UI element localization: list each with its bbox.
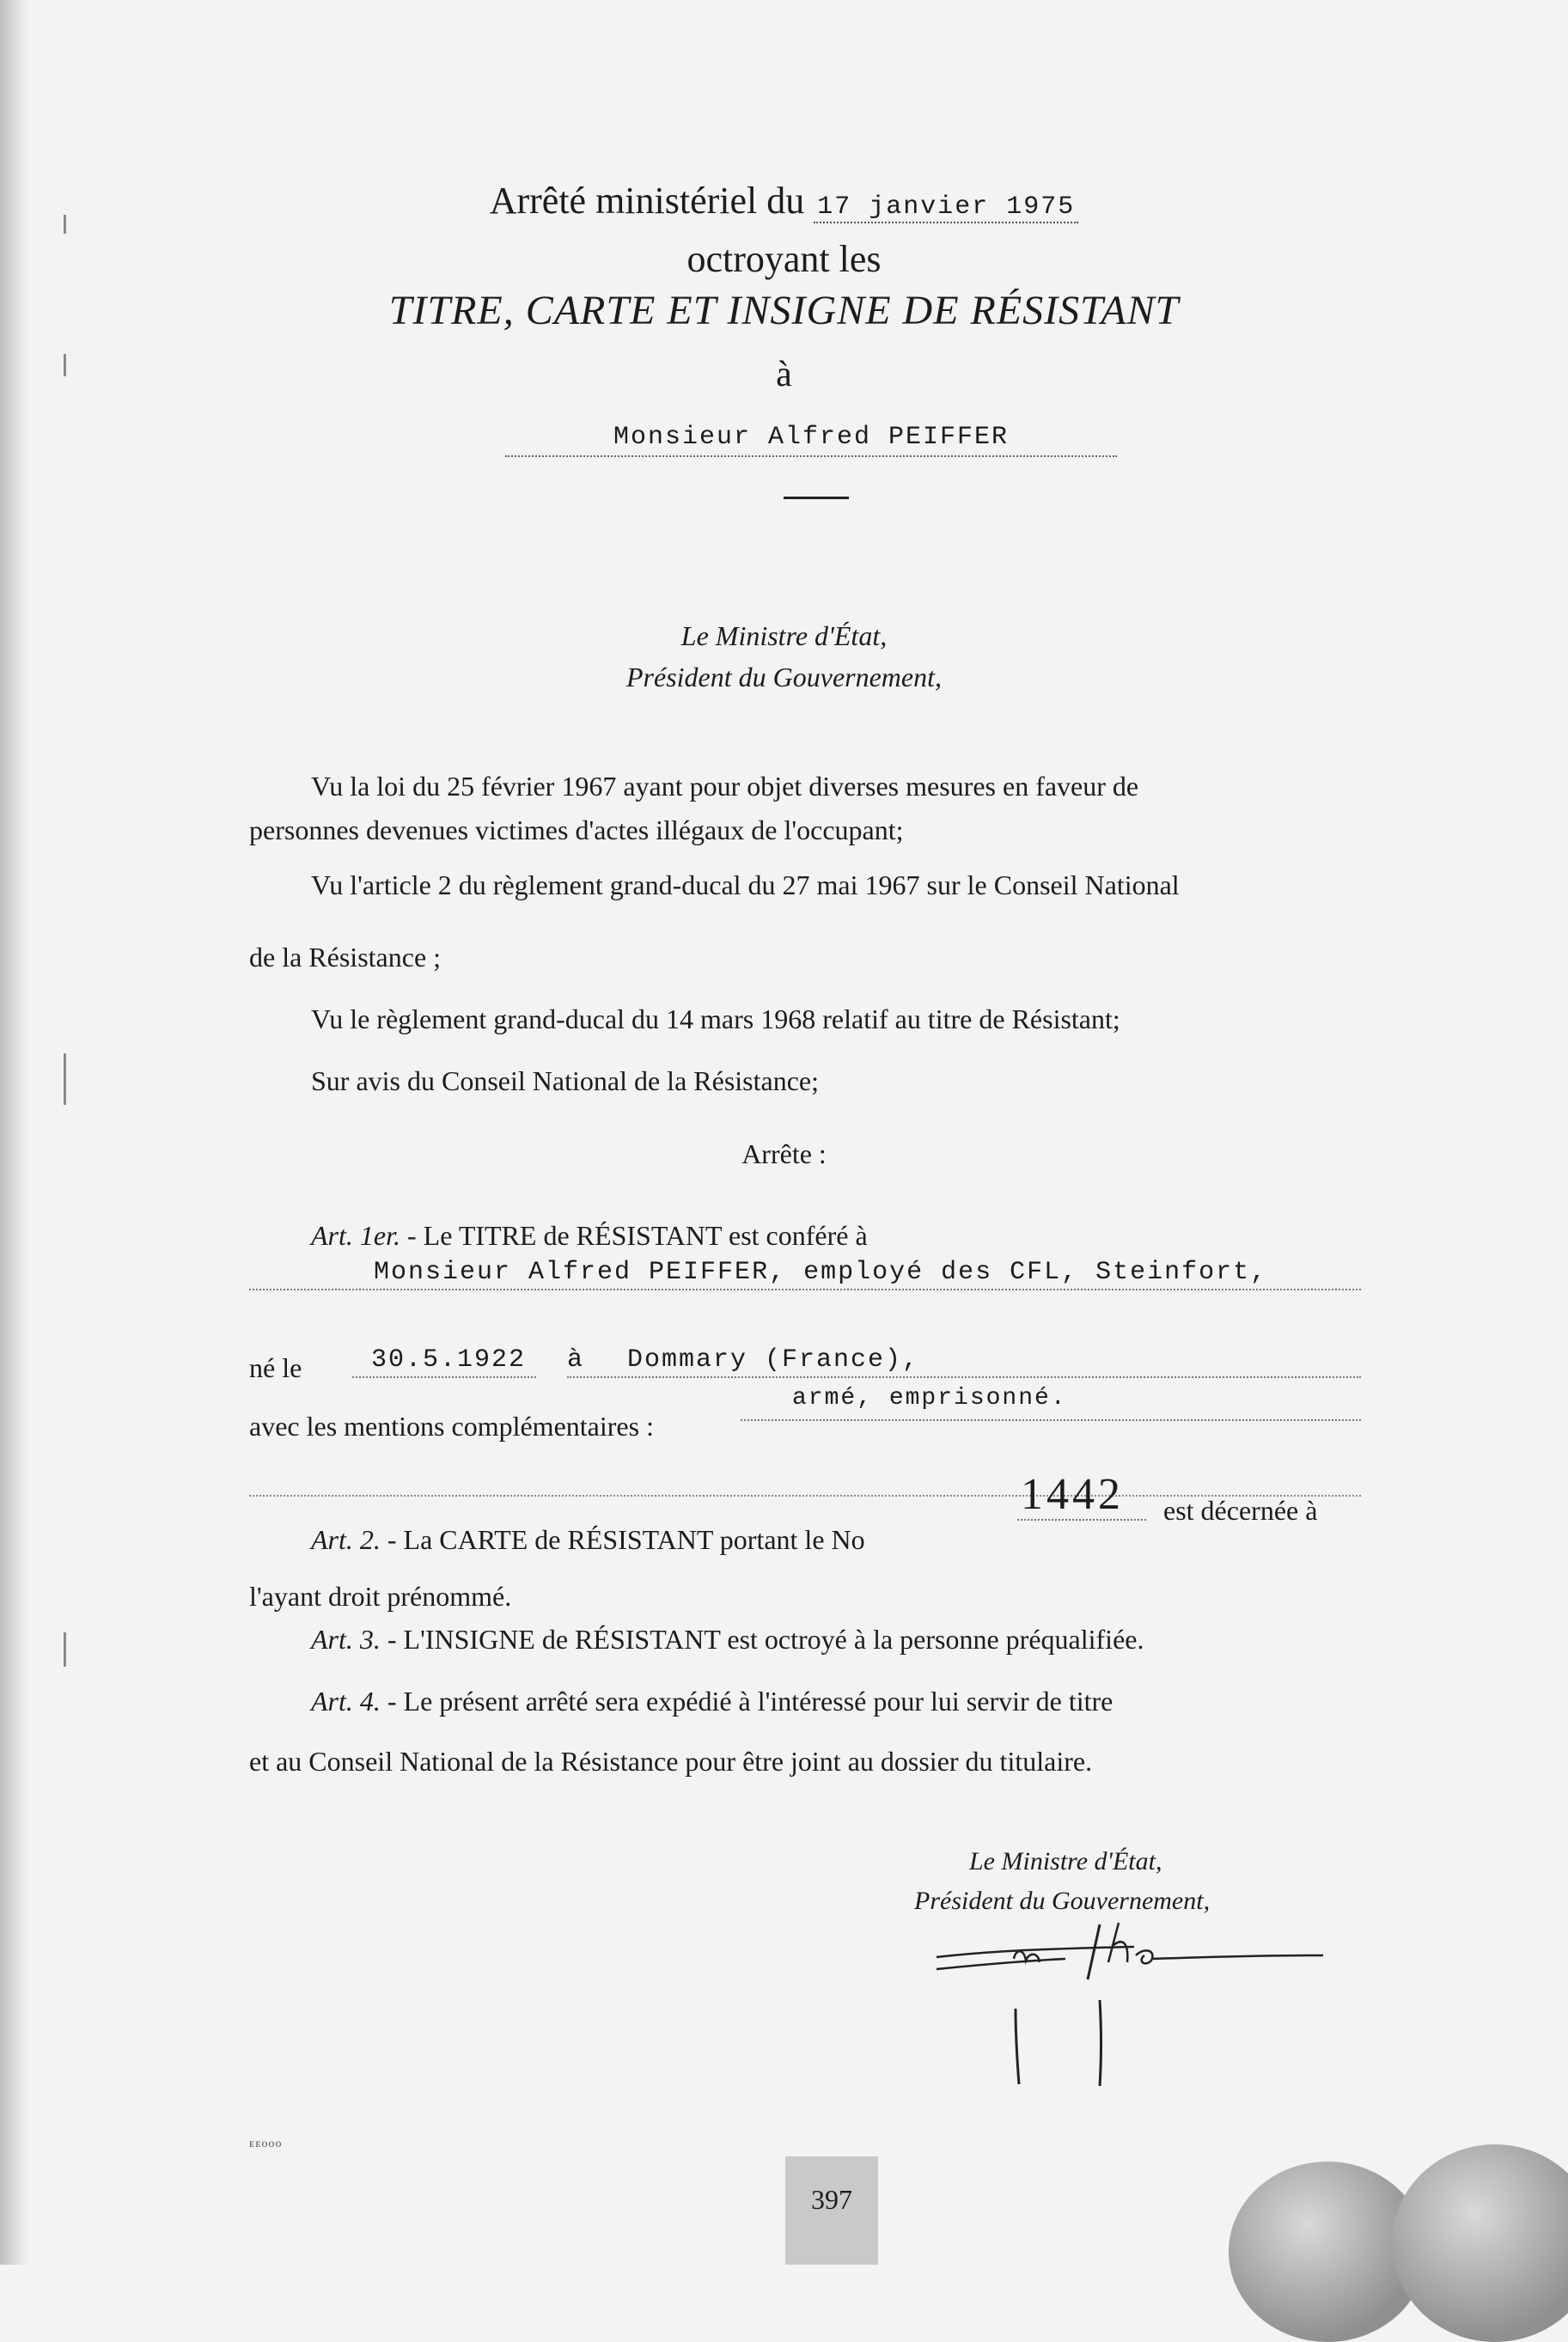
article-2-line2: l'ayant droit prénommé. bbox=[249, 1581, 512, 1612]
title-prefix: Arrêté ministériel du bbox=[489, 180, 805, 222]
preposition: à bbox=[776, 355, 792, 394]
handwritten-signature bbox=[919, 1907, 1349, 2096]
ministre-line1: Le Ministre d'État, bbox=[680, 620, 888, 651]
birth-place-prefix: à bbox=[567, 1345, 585, 1375]
card-number: 1442 bbox=[1021, 1470, 1124, 1519]
article-2-label: Art. 2. bbox=[311, 1524, 381, 1555]
article-4-line2: et au Conseil National de la Résistance pour être joint au dossier du titulaire. bbox=[249, 1746, 1093, 1777]
article-3-text: - L'INSIGNE de RÉSISTANT est octroyé à la personne préqualifiée. bbox=[387, 1624, 1144, 1655]
recipient-name: Monsieur Alfred PEIFFER bbox=[613, 423, 1010, 452]
ministre-line2: Président du Gouvernement, bbox=[625, 662, 942, 692]
birth-date-label: né le bbox=[249, 1352, 302, 1383]
page-number-tab bbox=[785, 2156, 878, 2265]
birth-date-field bbox=[352, 1344, 536, 1378]
article-1-text: - Le TITRE de RÉSISTANT est conféré à bbox=[407, 1220, 868, 1251]
article-4-text: - Le présent arrêté sera expédié à l'intéressé pour lui servir de titre bbox=[387, 1686, 1113, 1717]
subtitle: octroyant les bbox=[686, 238, 882, 280]
signatory-line1: Le Ministre d'État, bbox=[969, 1847, 1162, 1875]
mentions-value: armé, emprisonné. bbox=[792, 1385, 1067, 1412]
background-object bbox=[1392, 2144, 1568, 2342]
recipient-field bbox=[505, 421, 1117, 457]
mentions-field bbox=[741, 1383, 1361, 1421]
article-2-text-after: est décernée à bbox=[1163, 1495, 1318, 1526]
mentions-label: avec les mentions complémentaires : bbox=[249, 1411, 654, 1442]
article-3 bbox=[311, 1622, 1144, 1656]
article-4-label: Art. 4. bbox=[311, 1686, 381, 1717]
article-3-label: Art. 3. bbox=[311, 1624, 381, 1655]
margin-mark bbox=[64, 1632, 66, 1667]
considerant-4: Sur avis du Conseil National de la Résistance; bbox=[311, 1065, 819, 1096]
signatory-line2: Président du Gouvernement, bbox=[914, 1887, 1211, 1915]
arrete-heading: Arrête : bbox=[741, 1138, 827, 1169]
title-line bbox=[0, 179, 1568, 223]
birth-place-value: Dommary (France), bbox=[627, 1345, 920, 1375]
birth-date-value: 30.5.1922 bbox=[371, 1345, 527, 1375]
title-date: 17 janvier 1975 bbox=[814, 192, 1078, 223]
book-gutter-shadow bbox=[0, 0, 31, 2265]
considerant-2-line2: de la Résistance ; bbox=[249, 942, 442, 973]
footer-mark: ᴇᴇᴏᴏᴏ bbox=[249, 2138, 283, 2150]
considerant-2-line1: Vu l'article 2 du règlement grand-ducal du 27 mai 1967 sur le Conseil National bbox=[311, 869, 1180, 900]
margin-mark bbox=[64, 1053, 66, 1105]
article-2 bbox=[311, 1522, 865, 1557]
article-2-text: - La CARTE de RÉSISTANT portant le No bbox=[387, 1524, 865, 1555]
considerant-1-line1: Vu la loi du 25 février 1967 ayant pour objet diverses mesures en faveur de bbox=[311, 771, 1139, 802]
article-1 bbox=[311, 1218, 868, 1253]
page-number: 397 bbox=[811, 2184, 852, 2215]
beneficiary-field bbox=[249, 1256, 1361, 1290]
beneficiary-value: Monsieur Alfred PEIFFER, employé des CFL, Steinfort, bbox=[374, 1258, 1268, 1287]
headline: TITRE, CARTE ET INSIGNE DE RÉSISTANT bbox=[388, 288, 1180, 333]
considerant-3: Vu le règlement grand-ducal du 14 mars 1968 relatif au titre de Résistant; bbox=[311, 1003, 1120, 1034]
birth-place-field bbox=[567, 1314, 1361, 1378]
article-1-label: Art. 1er. bbox=[311, 1220, 400, 1251]
considerant-1-line2: personnes devenues victimes d'actes illégaux de l'occupant; bbox=[249, 814, 904, 845]
card-number-field bbox=[1017, 1469, 1146, 1521]
article-4 bbox=[311, 1684, 1113, 1718]
separator-rule bbox=[784, 497, 849, 499]
